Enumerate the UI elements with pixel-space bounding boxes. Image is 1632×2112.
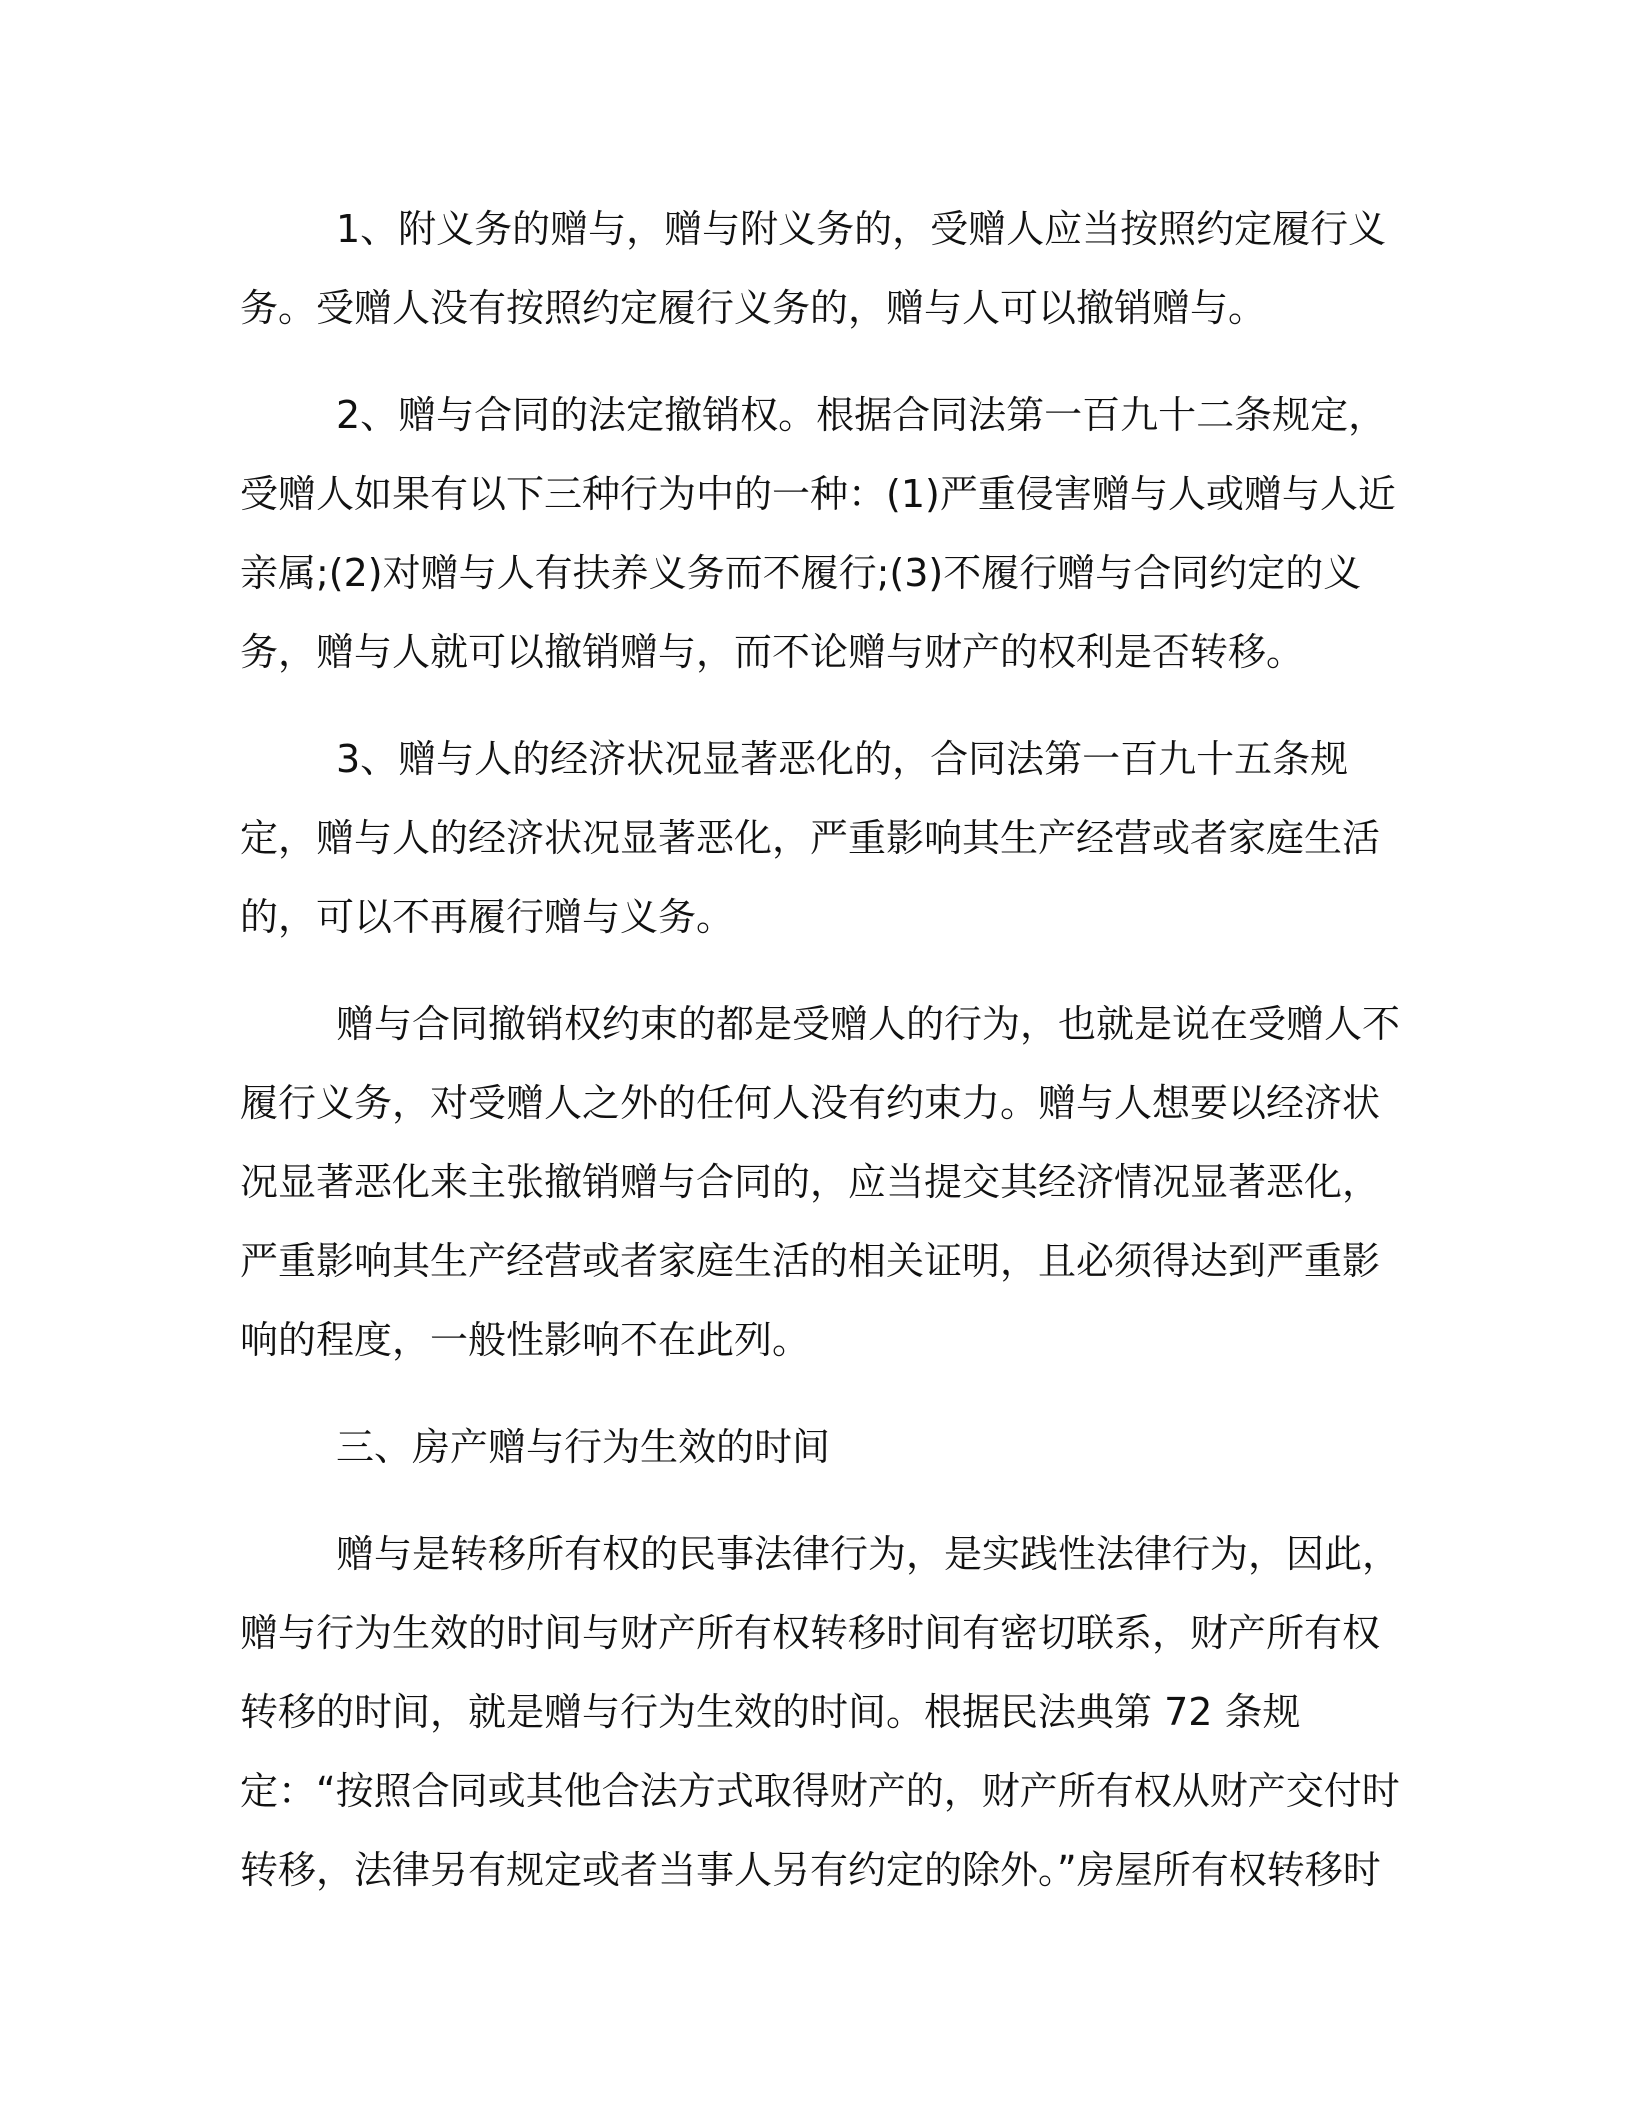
paragraph-revocation-scope: 赠与合同撤销权约束的都是受赠人的行为，也就是说在受赠人不履行义务，对受赠人之外的任何人没有约束力。赠与人想要以经济状况显著恶化来主张撤销赠与合同的，应当提交其经济情况显著恶化，严重影响其生产经营或者家庭生活的相关证明，且必须得达到严重影响的程度，一般性影响不在此列。 [240, 1002, 1401, 1362]
document-body [240, 190, 1400, 1938]
paragraph-statutory-revocation: 2、赠与合同的法定撤销权。根据合同法第一百九十二条规定，受赠人如果有以下三种行为中的一种：(1)严重侵害赠与人或赠与人近亲属;(2)对赠与人有扶养义务而不履行;(3)不履行赠与合同约定的义务，赠与人就可以撤销赠与，而不论赠与财产的权利是否转移。 [240, 393, 1396, 674]
paragraph-economic-deterioration: 3、赠与人的经济状况显著恶化的，合同法第一百九十五条规定，赠与人的经济状况显著恶化，严重影响其生产经营或者家庭生活的，可以不再履行赠与义务。 [240, 737, 1381, 939]
section-heading-effective-time: 三、房产赠与行为生效的时间 [336, 1425, 831, 1469]
paragraph-obligation-gift: 1、附义务的赠与，赠与附义务的，受赠人应当按照约定履行义务。受赠人没有按照约定履行义务的，赠与人可以撤销赠与。 [240, 207, 1387, 330]
paragraph-effective-time: 赠与是转移所有权的民事法律行为，是实践性法律行为，因此，赠与行为生效的时间与财产所有权转移时间有密切联系，财产所有权转移的时间，就是赠与行为生效的时间。根据民法典第 72 条规定：“按照合同或其他合法方式取得财产的，财产所有权从财产交付时转移，法律另有规定或者当事人另有约定的除外。”房屋所有权转移时 [240, 1532, 1401, 1892]
